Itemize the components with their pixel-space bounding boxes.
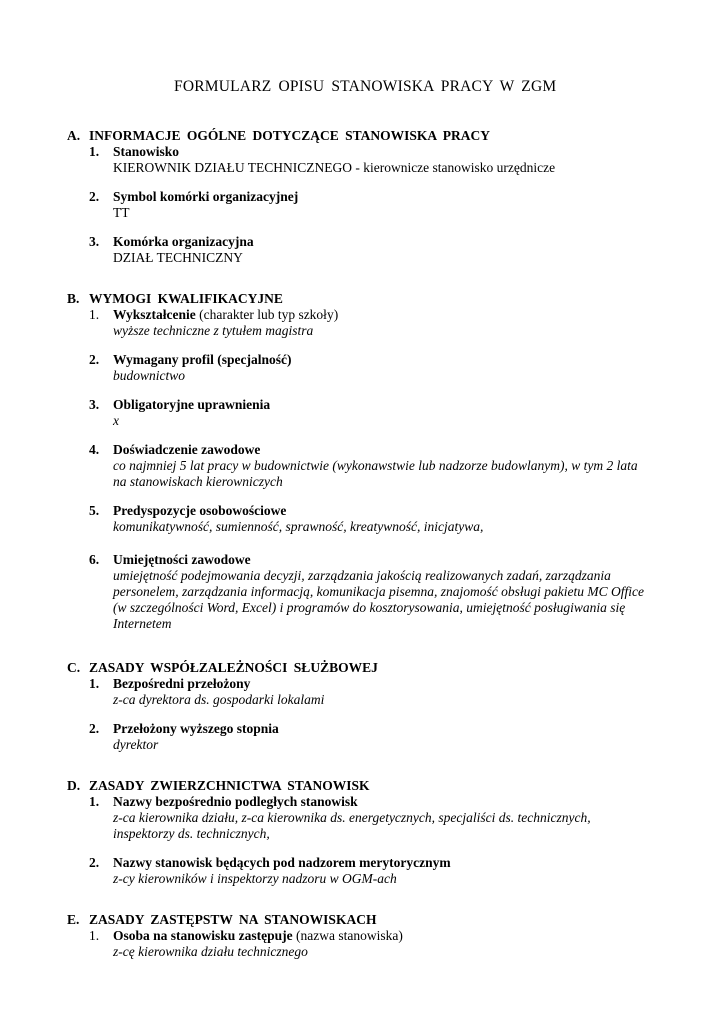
item-title: Przełożony wyższego stopnia [113, 721, 279, 736]
item-title: Symbol komórki organizacyjnej [113, 189, 299, 204]
section-letter: E. [67, 912, 80, 927]
item-title: Wymagany profil (specjalność) [113, 352, 292, 367]
list-item [67, 234, 707, 266]
item-title: Doświadczenie zawodowe [113, 442, 261, 457]
item-title-suffix: (charakter lub typ szkoły) [195, 307, 339, 322]
section-title: INFORMACJE OGÓLNE DOTYCZĄCE STANOWISKA PRACY [89, 128, 491, 143]
list-item [67, 144, 707, 176]
item-value-line: umiejętność podejmowania decyzji, zarządzania jakością realizowanych zadań, zarządzania [113, 568, 611, 583]
section-title: ZASADY ZWIERZCHNICTWA STANOWISK [89, 778, 370, 793]
item-value-line: na stanowiskach kierowniczych [113, 474, 283, 489]
item-value: DZIAŁ TECHNICZNY [113, 250, 243, 265]
item-number: 4. [89, 442, 100, 457]
item-title: Nazwy bezpośrednio podległych stanowisk [113, 794, 358, 809]
item-value: z-cy kierowników i inspektorzy nadzoru w OGM-ach [113, 871, 397, 886]
section-heading [67, 128, 707, 144]
section-e [67, 912, 707, 960]
item-value-line: co najmniej 5 lat pracy w budownictwie (wykonawstwie lub nadzorze budowlanym), w tym 2 lata [113, 458, 638, 473]
document-title: FORMULARZ OPISU STANOWISKA PRACY W ZGM [174, 78, 557, 95]
item-number: 2. [89, 189, 100, 204]
item-number: 1. [89, 928, 100, 943]
section-title: ZASADY ZASTĘPSTW NA STANOWISKACH [89, 912, 377, 927]
item-value-line: (w szczególności Word, Excel) i programów do kosztorysowania, umiejętność posługiwania się [113, 600, 626, 615]
item-title: Bezpośredni przełożony [113, 676, 251, 691]
item-title: Stanowisko [113, 144, 180, 159]
item-number: 1. [89, 144, 100, 159]
item-title: Komórka organizacyjna [113, 234, 254, 249]
section-c [67, 660, 707, 753]
section-heading [67, 778, 707, 794]
list-item [67, 189, 707, 221]
item-value: z-cę kierownika działu technicznego [113, 944, 308, 959]
section-b [67, 291, 707, 632]
item-title: Nazwy stanowisk będących pod nadzorem merytorycznym [113, 855, 451, 870]
item-value: KIEROWNIK DZIAŁU TECHNICZNEGO - kierownicze stanowisko urzędnicze [113, 160, 556, 175]
section-letter: B. [67, 291, 80, 306]
section-heading [67, 291, 707, 307]
list-item [67, 721, 707, 753]
list-item [67, 397, 707, 429]
item-value-line: Internetem [113, 616, 172, 631]
item-number: 2. [89, 855, 100, 870]
section-a [67, 128, 707, 266]
item-number: 2. [89, 721, 100, 736]
item-value: z-ca dyrektora ds. gospodarki lokalami [113, 692, 325, 707]
item-value-line: personelem, zarządzania informacją, komunikacja pisemna, znajomość obsługi pakietu MC Office [113, 584, 644, 599]
item-value-line: inspektorzy ds. technicznych, [113, 826, 270, 841]
section-title: ZASADY WSPÓŁZALEŻNOŚCI SŁUŻBOWEJ [89, 660, 378, 675]
item-value: dyrektor [113, 737, 159, 752]
item-value: budownictwo [113, 368, 186, 383]
list-item [67, 928, 707, 960]
section-d [67, 778, 707, 887]
item-value-line: z-ca kierownika działu, z-ca kierownika ds. energetycznych, specjaliści ds. technicznych, [113, 810, 591, 825]
item-title: Osoba na stanowisku zastępuje [113, 928, 293, 943]
item-title: Predyspozycje osobowościowe [113, 503, 287, 518]
item-number: 3. [89, 234, 100, 249]
item-number: 1. [89, 307, 100, 322]
item-value: x [113, 413, 119, 428]
section-letter: C. [67, 660, 81, 675]
section-heading [67, 660, 707, 676]
item-title: Umiejętności zawodowe [113, 552, 251, 567]
section-letter: A. [67, 128, 81, 143]
item-number: 1. [89, 794, 100, 809]
list-item [67, 503, 707, 535]
item-number: 5. [89, 503, 100, 518]
item-number: 6. [89, 552, 100, 567]
item-value: wyższe techniczne z tytułem magistra [113, 323, 314, 338]
item-number: 3. [89, 397, 100, 412]
item-title-suffix: (nazwa stanowiska) [292, 928, 403, 943]
item-value: komunikatywność, sumienność, sprawność, kreatywność, inicjatywa, [113, 519, 484, 534]
section-title: WYMOGI KWALIFIKACYJNE [89, 291, 283, 306]
list-item [67, 855, 707, 887]
list-item [67, 307, 707, 339]
list-item [67, 552, 707, 632]
item-value: TT [113, 205, 130, 220]
list-item [67, 352, 707, 384]
list-item [67, 794, 707, 842]
item-number: 2. [89, 352, 100, 367]
item-title: Obligatoryjne uprawnienia [113, 397, 271, 412]
list-item [67, 676, 707, 708]
section-letter: D. [67, 778, 81, 793]
list-item [67, 442, 707, 490]
item-title: Wykształcenie [113, 307, 196, 322]
section-heading [67, 912, 707, 928]
item-number: 1. [89, 676, 100, 691]
